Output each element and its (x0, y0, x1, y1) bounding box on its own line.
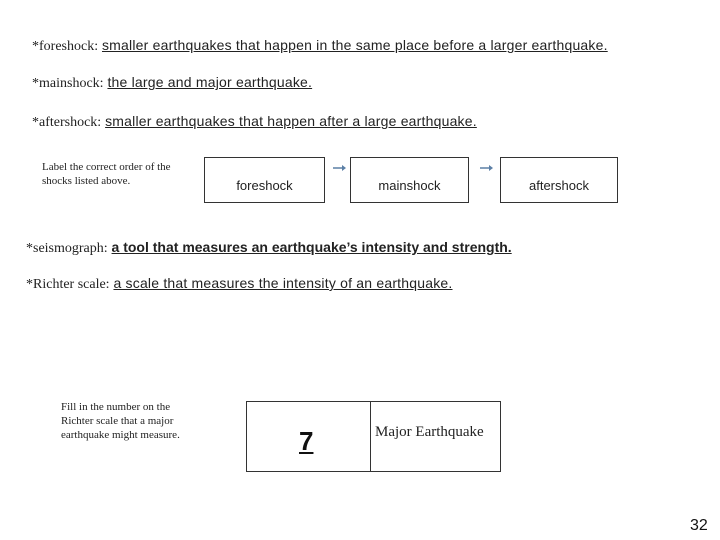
order-box-2-label: mainshock (378, 178, 441, 193)
order-instruction: Label the correct order of the shocks listed above. (42, 161, 171, 187)
richter-text: a scale that measures the intensity of an earthquake. (113, 275, 453, 291)
page-number: 32 (690, 517, 708, 534)
seismograph-term: *seismograph: (26, 241, 108, 256)
richter-term: *Richter scale: (26, 277, 110, 292)
foreshock-definition (32, 36, 608, 56)
richter-label-cell (370, 402, 500, 471)
mainshock-text: the large and major earthquake. (107, 74, 313, 90)
order-box-3-label: aftershock (529, 178, 589, 193)
foreshock-term: *foreshock: (32, 39, 99, 54)
richter-definition (26, 274, 453, 294)
order-box-1 (204, 157, 325, 203)
seismograph-text: a tool that measures an earthquake’s intensity and strength. (111, 239, 512, 255)
order-box-1-label: foreshock (236, 178, 293, 193)
order-box-3 (500, 157, 618, 203)
order-box-2 (350, 157, 469, 203)
foreshock-text: smaller earthquakes that happen in the same place before a larger earthquake. (101, 37, 608, 53)
richter-label: Major Earthquake (375, 424, 484, 440)
seismograph-definition (26, 238, 512, 258)
arrow-right-icon (480, 163, 494, 173)
richter-instruction: Fill in the number on the Richter scale that a major earthquake might measure. (61, 401, 180, 441)
richter-number: 7 (299, 426, 314, 456)
aftershock-definition (32, 112, 477, 132)
arrow-right-icon (333, 163, 347, 173)
aftershock-text: smaller earthquakes that happen after a large earthquake. (105, 113, 477, 129)
richter-answer-table (246, 401, 501, 472)
mainshock-term: *mainshock: (32, 76, 104, 91)
aftershock-term: *aftershock: (32, 115, 102, 130)
mainshock-definition (32, 73, 312, 93)
richter-number-cell (247, 402, 370, 471)
